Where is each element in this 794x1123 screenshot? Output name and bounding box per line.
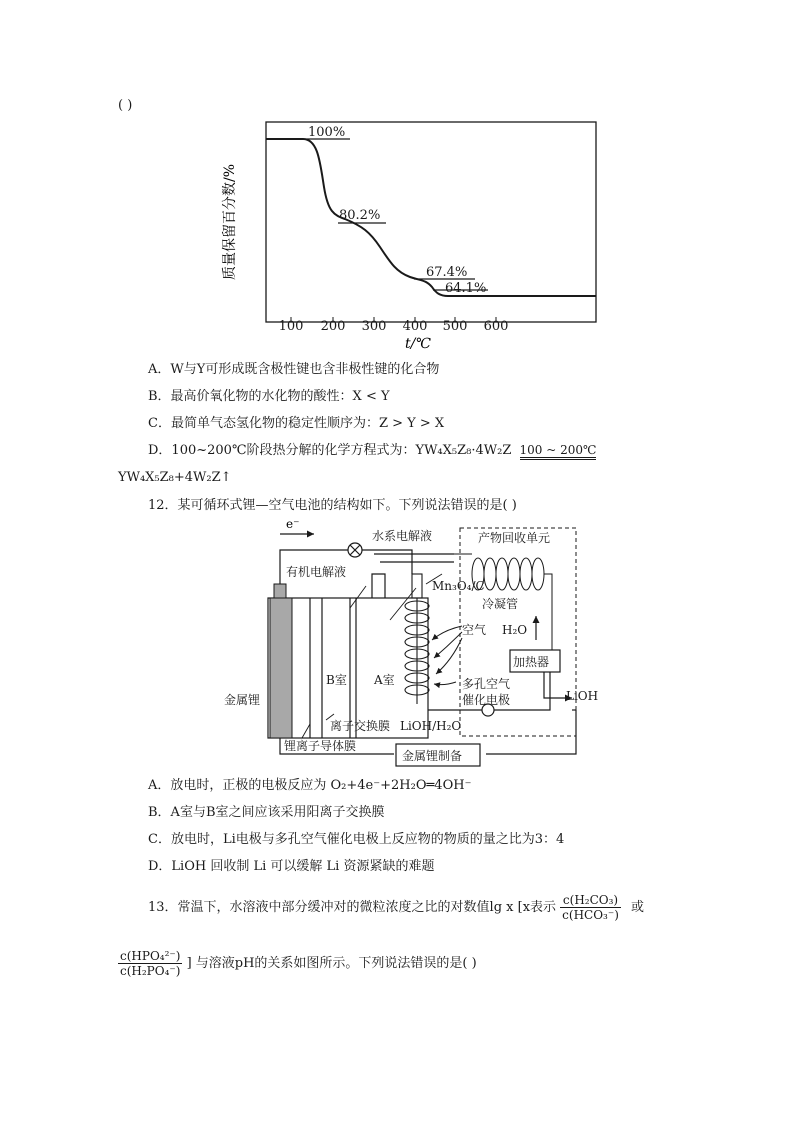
label-li-conductor: 锂离子导体膜 xyxy=(284,739,357,753)
answer-paren: ( ) xyxy=(118,98,133,113)
label-porous-1: 多孔空气 xyxy=(462,677,511,691)
x-tick-300: 300 xyxy=(361,319,387,334)
x-ticks xyxy=(279,317,509,334)
label-aqueous: 水系电解液 xyxy=(372,529,433,543)
fraction-h2co3-den: c(HCO₃⁻) xyxy=(562,908,619,922)
label-67-4: 67.4% xyxy=(426,265,468,280)
q13-or: 或 xyxy=(631,900,645,915)
reaction-condition: 100 ~ 200℃ xyxy=(520,444,597,460)
label-air: 空气 xyxy=(462,623,487,637)
q11-option-c: C．最简单气态氢化物的稳定性顺序为：Z > Y > X xyxy=(148,416,445,431)
fraction-hpo4 xyxy=(118,949,182,978)
air-arrows xyxy=(432,626,462,685)
x-tick-100: 100 xyxy=(278,319,304,334)
label-h2o: H₂O xyxy=(502,623,528,637)
fraction-hpo4-den: c(H₂PO₄⁻) xyxy=(120,964,181,978)
label-condenser: 冷凝管 xyxy=(482,597,519,611)
q11-option-d xyxy=(148,443,596,460)
fraction-h2co3-num: c(H₂CO₃) xyxy=(560,893,621,908)
q11-option-a: A．W与Y可形成既含极性键也含非极性键的化合物 xyxy=(148,362,440,377)
option-d-text: D．100~200℃阶段热分解的化学方程式为：YW₄X₅Z₈·4W₂Z xyxy=(148,443,512,458)
q12-option-a: A．放电时，正极的电极反应为 O₂+4e⁻+2H₂O═4OH⁻ xyxy=(148,778,472,793)
label-lithium: 金属锂 xyxy=(224,693,261,707)
label-heater: 加热器 xyxy=(513,655,550,669)
fraction-hpo4-num: c(HPO₄²⁻) xyxy=(120,949,181,963)
q12-option-d: D．LiOH 回收制 Li 可以缓解 Li 资源紧缺的难题 xyxy=(148,859,435,874)
label-room-a: A室 xyxy=(374,673,395,687)
label-li-prep: 金属锂制备 xyxy=(402,749,463,763)
x-tick-200: 200 xyxy=(320,319,346,334)
porous-electrode xyxy=(405,574,429,704)
label-lioh-h2o: LiOH/H₂O xyxy=(400,719,462,733)
q12-stem: 12．某可循环式锂—空气电池的结构如下。下列说法错误的是( ) xyxy=(148,498,517,513)
x-tick-600: 600 xyxy=(483,319,509,334)
label-recovery: 产物回收单元 xyxy=(478,531,551,545)
q13-stem-line2 xyxy=(118,946,477,982)
battery-diagram xyxy=(210,514,610,770)
q12-option-b: B．A室与B室之间应该采用阳离子交换膜 xyxy=(148,805,385,820)
cell-body xyxy=(268,554,454,738)
label-64-1: 64.1% xyxy=(445,281,487,296)
q12-option-c: C．放电时，Li电极与多孔空气催化电极上反应物的物质的量之比为3：4 xyxy=(148,832,565,847)
q11-option-d-product: YW₄X₅Z₈+4W₂Z↑ xyxy=(118,470,232,485)
y-axis-label: 质量保留百分数/% xyxy=(222,163,238,281)
label-organic: 有机电解液 xyxy=(286,565,347,579)
x-tick-500: 500 xyxy=(442,319,468,334)
label-80-2: 80.2% xyxy=(339,208,381,223)
q13-stem-b: ] 与溶液pH的关系如图所示。下列说法错误的是( ) xyxy=(186,956,477,971)
fraction-h2co3 xyxy=(560,893,621,922)
lithium-electrode xyxy=(270,598,292,738)
q13-stem-line1 xyxy=(148,890,644,926)
label-room-b: B室 xyxy=(326,673,347,687)
label-100: 100% xyxy=(308,125,346,140)
q13-stem-a: 13．常温下，水溶液中部分缓冲对的微粒浓度之比的对数值lg x [x表示 xyxy=(148,900,557,915)
q11-option-b: B．最高价氧化物的水化物的酸性：X < Y xyxy=(148,389,390,404)
lithium-terminal xyxy=(274,584,286,598)
chart-frame xyxy=(266,122,596,322)
x-tick-400: 400 xyxy=(402,319,428,334)
label-porous-2: 催化电极 xyxy=(462,693,511,707)
label-mn3o4c: Mn₃O₄/C xyxy=(432,579,485,593)
electron-label: e⁻ xyxy=(286,517,300,531)
label-lioh: LiOH xyxy=(566,689,599,703)
tga-chart xyxy=(200,112,610,360)
x-axis-label: t/℃ xyxy=(404,336,432,352)
label-ion-exchange: 离子交换膜 xyxy=(330,719,391,733)
